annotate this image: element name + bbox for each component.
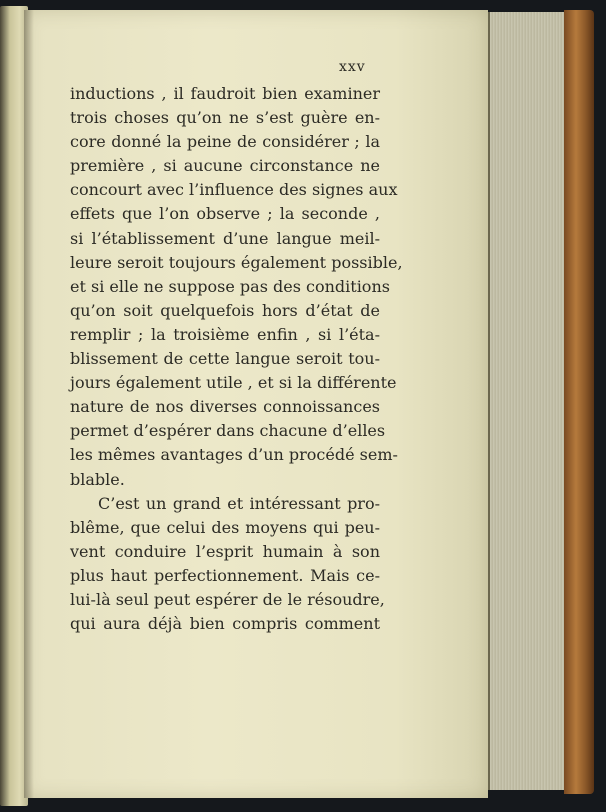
text-line: effets que l’on observe ; la seconde , [70,204,380,224]
text-line: les mêmes avantages d’un procédé sem- [70,445,398,465]
text-line: blissement de cette langue seroit tou- [70,349,380,369]
body-text [70,82,403,636]
text-line: qui aura déjà bien compris comment [70,614,380,634]
page-block-edges [488,12,570,790]
text-line: jours également utile , et si la différente [70,373,397,393]
text-line: concourt avec l’influence des signes aux [70,180,398,200]
text-line: blable. [70,469,125,489]
text-line: et si elle ne suppose pas des conditions [70,276,390,296]
text-line: plus haut perfectionnement. Mais ce- [70,565,380,585]
text-line: leure seroit toujours également possible, [70,252,403,272]
text-line: première , si aucune circonstance ne [70,156,380,176]
text-line: nature de nos diverses connoissances [70,397,380,417]
text-line: blême, que celui des moyens qui peu- [70,517,380,537]
text-line: qu’on soit quelquefois hors d’état de [70,300,380,320]
page-gutter-shadow [24,10,34,798]
paragraph-start-line: C’est un grand et intéressant pro- [98,493,380,513]
text-line: core donné la peine de considérer ; la [70,132,380,152]
text-line: lui-là seul peut espérer de le résoudre, [70,589,385,609]
text-line: vent conduire l’esprit humain à son [70,541,380,561]
text-line: inductions , il faudroit bien examiner [70,84,380,103]
text-line: si l’établissement d’une langue meil- [70,228,380,248]
text-line: remplir ; la troisième enfin , si l’éta- [70,324,380,344]
leather-cover-edge [564,10,594,794]
text-line: trois choses qu’on ne s’est guère en- [70,108,380,128]
page-number: xxv [339,59,366,75]
text-line: permet d’espérer dans chacune d’elles [70,421,386,441]
